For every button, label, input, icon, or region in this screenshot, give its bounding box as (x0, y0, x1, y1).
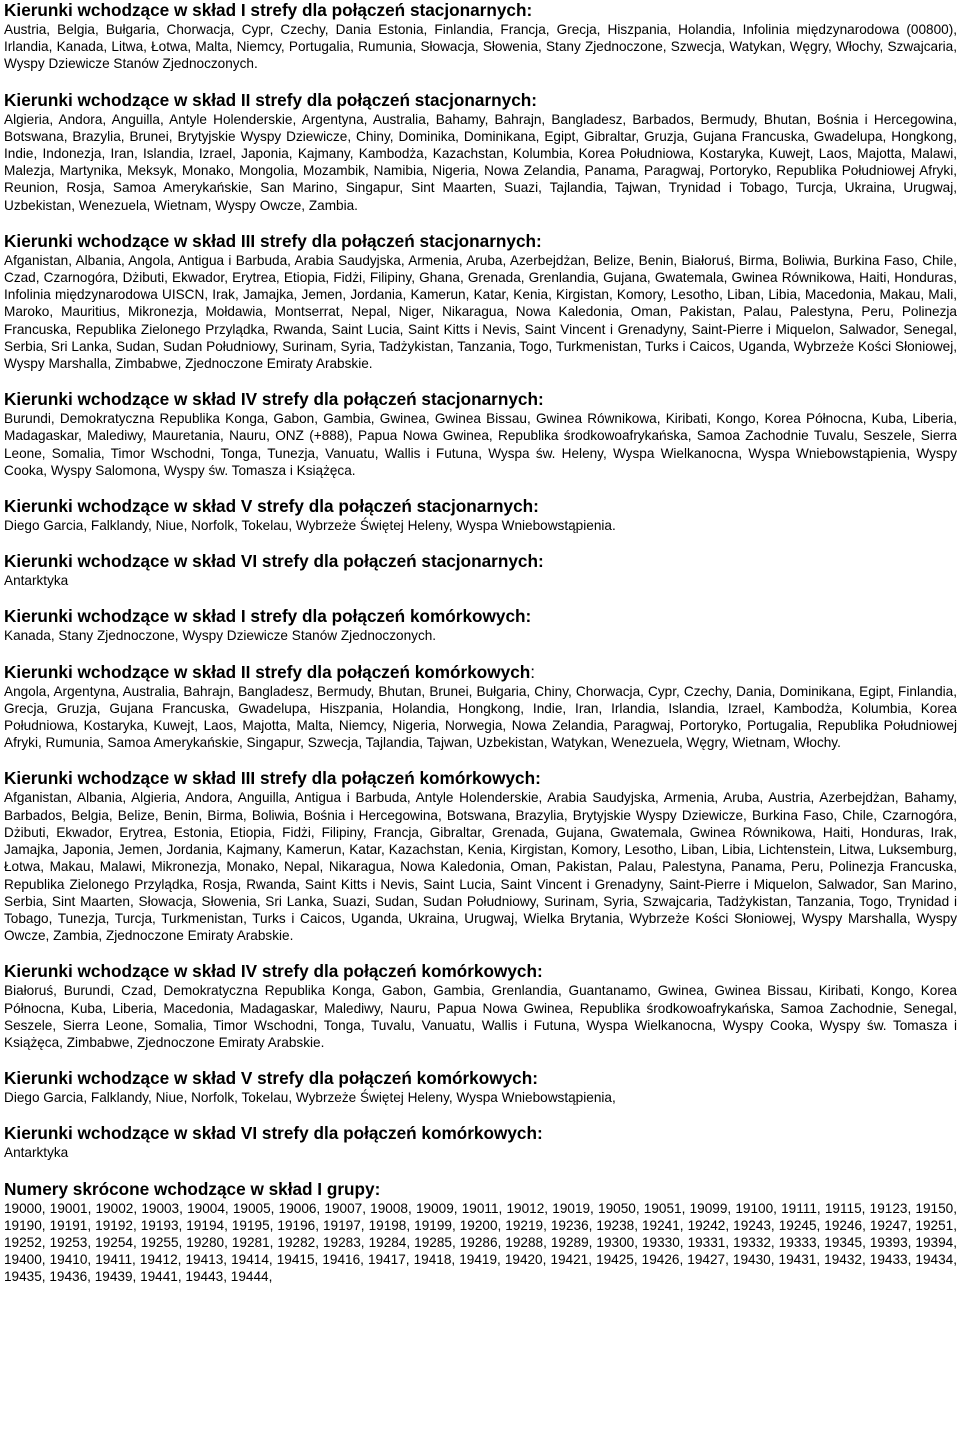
section-landline-zone-3 (4, 231, 957, 372)
section-mobile-zone-2 (4, 662, 957, 752)
section-mobile-zone-3 (4, 768, 957, 944)
section-landline-zone-1 (4, 0, 957, 73)
section-landline-zone-5 (4, 496, 957, 534)
section-mobile-zone-1 (4, 606, 957, 644)
spacer (4, 372, 957, 389)
section-text: Białoruś, Burundi, Czad, Demokratyczna Republika Konga, Gabon, Gambia, Grenlandia, Guantanamo, Gwinea, Gwinea Bissau, Kiribati, Kongo, Korea Północna, Kuba, Liberia, Macedonia, Madagaskar, Malediwy, Nauru, Papua Nowa Gwinea, Republika środkowoafrykańska, Samoa Zachodnie, Senegal, Seszele, Sierra Leone, Somalia, Timor Wschodni, Tonga, Tuvalu, Vanuatu, Wallis i Futuna, Wyspa Wielkanocna, Wyspy Cooka, Wyspy św. Tomasza i Książęca, Zimbabwe, Zjednoczone Emiraty Arabskie. (4, 983, 957, 1050)
spacer (4, 751, 957, 768)
section-short-numbers-group-1 (4, 1179, 957, 1286)
section-heading: Kierunki wchodzące w skład V strefy dla połączeń stacjonarnych: (4, 496, 539, 517)
spacer (4, 1162, 957, 1179)
section-landline-zone-2 (4, 90, 957, 214)
section-heading: Kierunki wchodzące w skład III strefy dla połączeń stacjonarnych: (4, 230, 542, 251)
spacer (4, 479, 957, 496)
section-text: Diego Garcia, Falklandy, Niue, Norfolk, Tokelau, Wybrzeże Świętej Heleny, Wyspa Wniebowstąpienia. (4, 518, 616, 534)
section-text: Afganistan, Albania, Algieria, Andora, Anguilla, Antigua i Barbuda, Antyle Holenderskie, Arabia Saudyjska, Armenia, Aruba, Austria, Azerbejdżan, Bahamy, Barbados, Belgia, Belize, Benin, Birma, Boliwia, Bośnia i Hercegowina, Botswana, Brazylia, Brytyjskie Wyspy Dziewicze, Burkina Faso, Chile, Czarnogóra, Dżibuti, Ekwador, Erytrea, Estonia, Etiopia, Fidżi, Filipiny, Francja, Gibraltar, Grenada, Gujana, Gwatemala, Gwinea Równikowa, Haiti, Honduras, Irak, Jamajka, Japonia, Jemen, Jordania, Kajmany, Kamerun, Katar, Kazachstan, Kenia, Kirgistan, Komory, Lesotho, Liban, Libia, Lichtenstein, Litwa, Luksemburg, Łotwa, Makau, Malawi, Mikronezja, Monako, Nepal, Nikaragua, Nowa Kaledonia, Oman, Pakistan, Palau, Palestyna, Panama, Peru, Polinezja Francuska, Republika Zielonego Przylądka, Rosja, Rwanda, Saint Kitts i Nevis, Saint Lucia, Saint Vincent i Grenadyny, Saint-Pierre i Miquelon, Salwador, San Marino, Serbia, Sint Maarten, Słowacja, Słowenia, Sri Lanka, Suazi, Sudan, Sudan Południowy, Surinam, Syria, Szwajcaria, Tadżykistan, Tanzania, Togo, Trynidad i Tobago, Tunezja, Turcja, Turkmenistan, Turks i Caicos, Uganda, Ukraina, Urugwaj, Wielka Brytania, Wybrzeże Kości Słoniowej, Wyspy Marshalla, Wyspy Owcze, Zambia, Zjednoczone Emiraty Arabskie. (4, 790, 957, 944)
section-text: Antarktyka (4, 573, 69, 589)
section-heading: Kierunki wchodzące w skład VI strefy dla połączeń stacjonarnych: (4, 551, 544, 572)
section-heading: Kierunki wchodzące w skład IV strefy dla połączeń komórkowych: (4, 961, 543, 982)
section-text: 19000, 19001, 19002, 19003, 19004, 19005, 19006, 19007, 19008, 19009, 19011, 19012, 19019, 19050, 19051, 19099, 19100, 19111, 19115, 19123, 19150, 19190, 19191, 19192, 19193, 19194, 19195, 19196, 19197, 19198, 19199, 19200, 19219, 19236, 19238, 19241, 19242, 19243, 19245, 19246, 19247, 19251, 19252, 19253, 19254, 19255, 19280, 19281, 19282, 19283, 19284, 19285, 19286, 19288, 19289, 19300, 19330, 19331, 19332, 19333, 19345, 19393, 19394, 19400, 19410, 19411, 19412, 19413, 19414, 19415, 19416, 19417, 19418, 19419, 19420, 19421, 19425, 19426, 19427, 19430, 19431, 19432, 19433, 19434, 19435, 19436, 19439, 19441, 19443, 19444, (4, 1200, 957, 1285)
section-heading: Kierunki wchodzące w skład I strefy dla połączeń stacjonarnych: (4, 0, 533, 20)
spacer (4, 645, 957, 662)
spacer (4, 214, 957, 231)
section-text: Burundi, Demokratyczna Republika Konga, Gabon, Gambia, Gwinea, Gwinea Bissau, Gwinea Równikowa, Kiribati, Kongo, Korea Północna, Kuba, Liberia, Madagaskar, Malediwy, Mauretania, Nauru, ONZ (+888), Papua Nowa Gwinea, Republika środkowoafrykańska, Samoa Zachodnie Tuvalu, Seszele, Sierra Leone, Somalia, Timor Wschodni, Tonga, Tunezja, Vanuatu, Wallis i Futuna, Wyspa św. Heleny, Wyspa Wielkanocna, Wyspa Wniebowstąpienia, Wyspy Cooka, Wyspy Salomona, Wyspy św. Tomasza i Książęca. (4, 411, 957, 478)
section-text: Algieria, Andora, Anguilla, Antyle Holenderskie, Argentyna, Australia, Bahamy, Bahrajn, Bangladesz, Barbados, Bermudy, Bhutan, Bośnia i Hercegowina, Botswana, Brazylia, Brunei, Brytyjskie Wyspy Dziewicze, Chiny, Dominika, Dominikana, Egipt, Gibraltar, Gruzja, Gujana Francuska, Gwadelupa, Hongkong, Indie, Indonezja, Iran, Islandia, Izrael, Japonia, Kajmany, Kambodża, Kazachstan, Kolumbia, Korea Południowa, Kostaryka, Kuwejt, Laos, Majotta, Malawi, Malezja, Martynika, Meksyk, Monako, Mongolia, Mozambik, Namibia, Nigeria, Nowa Zelandia, Panama, Paragwaj, Portoryko, Republika Południowej Afryki, Reunion, Rosja, Samoa Amerykańskie, San Marino, Singapur, Sint Maarten, Suazi, Tajlandia, Tajwan, Trynidad i Tobago, Turcja, Ukraina, Urugwaj, Uzbekistan, Wenezuela, Wietnam, Wyspy Owcze, Zambia. (4, 111, 957, 213)
section-heading-main: Kierunki wchodzące w skład II strefy dla połączeń komórkowych (4, 661, 531, 682)
spacer (4, 73, 957, 90)
section-text: Antarktyka (4, 1145, 69, 1161)
section-heading: Numery skrócone wchodzące w skład I grupy: (4, 1178, 381, 1199)
section-heading (4, 662, 957, 683)
section-mobile-zone-4 (4, 961, 957, 1051)
spacer (4, 534, 957, 551)
spacer (4, 1106, 957, 1123)
section-text: Diego Garcia, Falklandy, Niue, Norfolk, Tokelau, Wybrzeże Świętej Heleny, Wyspa Wniebowstąpienia, (4, 1090, 616, 1106)
section-mobile-zone-5 (4, 1068, 957, 1106)
section-landline-zone-4 (4, 389, 957, 479)
section-text: Austria, Belgia, Bułgaria, Chorwacja, Cypr, Czechy, Dania Estonia, Finlandia, Francja, Grecja, Hiszpania, Holandia, Infolinia międzynarodowa (00800), Irlandia, Kanada, Litwa, Łotwa, Malta, Niemcy, Portugalia, Rumunia, Słowacja, Słowenia, Stany Zjednoczone, Szwecja, Watykan, Węgry, Włochy, Szwajcaria, Wyspy Dziewicze Stanów Zjednoczonych. (4, 22, 957, 72)
section-landline-zone-6 (4, 551, 957, 589)
section-text: Kanada, Stany Zjednoczone, Wyspy Dziewicze Stanów Zjednoczonych. (4, 628, 437, 644)
spacer (4, 1051, 957, 1068)
section-heading: Kierunki wchodzące w skład II strefy dla połączeń stacjonarnych: (4, 89, 537, 110)
spacer (4, 944, 957, 961)
section-heading: Kierunki wchodzące w skład IV strefy dla połączeń stacjonarnych: (4, 389, 544, 410)
section-heading: Kierunki wchodzące w skład VI strefy dla połączeń komórkowych: (4, 1123, 543, 1144)
section-heading-colon: : (530, 661, 536, 682)
section-heading: Kierunki wchodzące w skład III strefy dla połączeń komórkowych: (4, 768, 541, 789)
section-mobile-zone-6 (4, 1123, 957, 1161)
section-heading: Kierunki wchodzące w skład V strefy dla połączeń komórkowych: (4, 1068, 538, 1089)
section-text: Angola, Argentyna, Australia, Bahrajn, Bangladesz, Bermudy, Bhutan, Brunei, Bułgaria, Chiny, Chorwacja, Cypr, Czechy, Dania, Dominikana, Egipt, Finlandia, Grecja, Gruzja, Gujana Francuska, Gwadelupa, Hiszpania, Holandia, Hongkong, Indie, Iran, Irlandia, Islandia, Izrael, Kambodża, Kolumbia, Korea Południowa, Kostaryka, Kuwejt, Laos, Majotta, Malta, Niemcy, Nigeria, Norwegia, Nowa Zelandia, Paragwaj, Portoryko, Portugalia, Republika Południowej Afryki, Rumunia, Samoa Amerykańskie, Singapur, Szwecja, Tajlandia, Tajwan, Uzbekistan, Watykan, Wenezuela, Węgry, Wietnam, Włochy. (4, 683, 957, 751)
section-heading: Kierunki wchodzące w skład I strefy dla połączeń komórkowych: (4, 606, 532, 627)
spacer (4, 589, 957, 606)
section-text: Afganistan, Albania, Angola, Antigua i Barbuda, Arabia Saudyjska, Armenia, Aruba, Azerbejdżan, Belize, Benin, Białoruś, Birma, Boliwia, Burkina Faso, Chile, Czad, Czarnogóra, Dżibuti, Ekwador, Erytrea, Etiopia, Fidżi, Filipiny, Ghana, Grenada, Grenlandia, Gujana, Gwatemala, Gwinea Równikowa, Haiti, Honduras, Infolinia międzynarodowa UISCN, Irak, Jamajka, Jemen, Jordania, Kamerun, Katar, Kenia, Kirgistan, Komory, Lesotho, Liban, Libia, Macedonia, Makau, Mali, Maroko, Mauritius, Mikronezja, Mołdawia, Montserrat, Nepal, Niger, Nikaragua, Nowa Kaledonia, Oman, Pakistan, Palau, Palestyna, Peru, Polinezja Francuska, Republika Zielonego Przylądka, Rwanda, Saint Lucia, Saint Kitts i Nevis, Saint Vincent i Grenadyny, Saint-Pierre i Miquelon, Salwador, Senegal, Serbia, Sri Lanka, Sudan, Sudan Południowy, Surinam, Syria, Tadżykistan, Tanzania, Togo, Turkmenistan, Turks i Caicos, Uganda, Wybrzeże Kości Słoniowej, Wyspy Marshalla, Zimbabwe, Zjednoczone Emiraty Arabskie. (4, 252, 957, 372)
